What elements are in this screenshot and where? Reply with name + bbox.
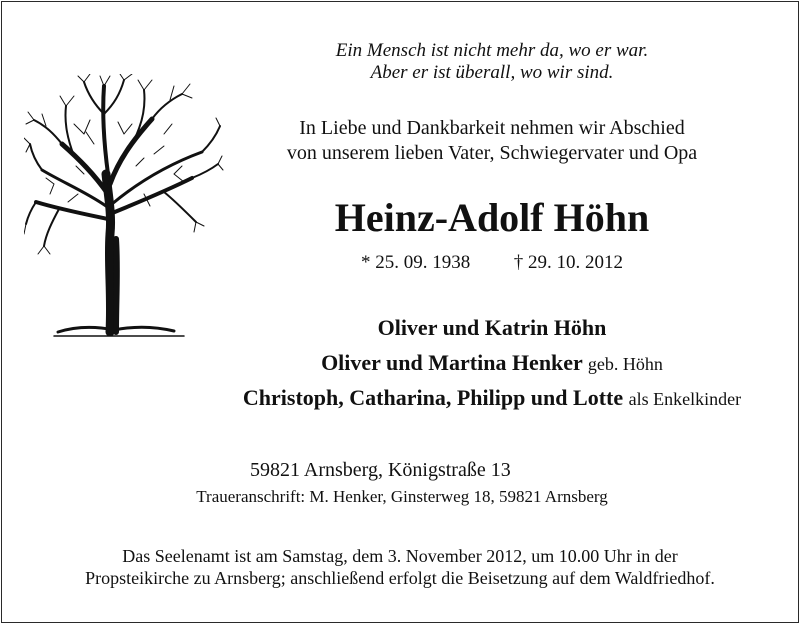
service-line-2: Propsteikirche zu Arnsberg; anschließend erfolgt die Beisetzung auf dem Waldfriedhof. [85,568,715,588]
home-address: 59821 Arnsberg, Königstraße 13 [250,459,511,481]
quote-line-2: Aber er ist überall, wo wir sind. [370,62,614,83]
family-line-1: Oliver und Katrin Höhn [377,315,607,340]
service-line-1: Das Seelenamt ist am Samstag, dem 3. November 2012, um 10.00 Uhr in der [122,546,678,566]
mourning-address: Traueranschrift: M. Henker, Ginsterweg 18, 59821 Arnsberg [196,487,608,506]
family-line-3 [192,384,792,413]
death-date: † 29. 10. 2012 [513,252,623,273]
intro-line-1: In Liebe und Dankbarkeit nehmen wir Abschied [299,117,685,139]
birth-date: * 25. 09. 1938 [361,252,471,273]
family-line-3-name: Christoph, Catharina, Philipp und Lotte [242,385,624,410]
obituary-notice [1,1,799,623]
family-line-2-name: Oliver und Martina Henker [321,350,583,375]
deceased-name: Heinz-Adolf Höhn [334,195,650,240]
family-line-2 [192,349,792,378]
family-line-2-note: geb. Höhn [587,354,663,374]
life-dates [192,252,792,274]
intro-line-2: von unserem lieben Vater, Schwiegervater und Opa [286,142,698,164]
quote-line-1: Ein Mensch ist nicht mehr da, wo er war. [335,40,649,61]
family-line-3-note: als Enkelkinder [628,389,742,409]
